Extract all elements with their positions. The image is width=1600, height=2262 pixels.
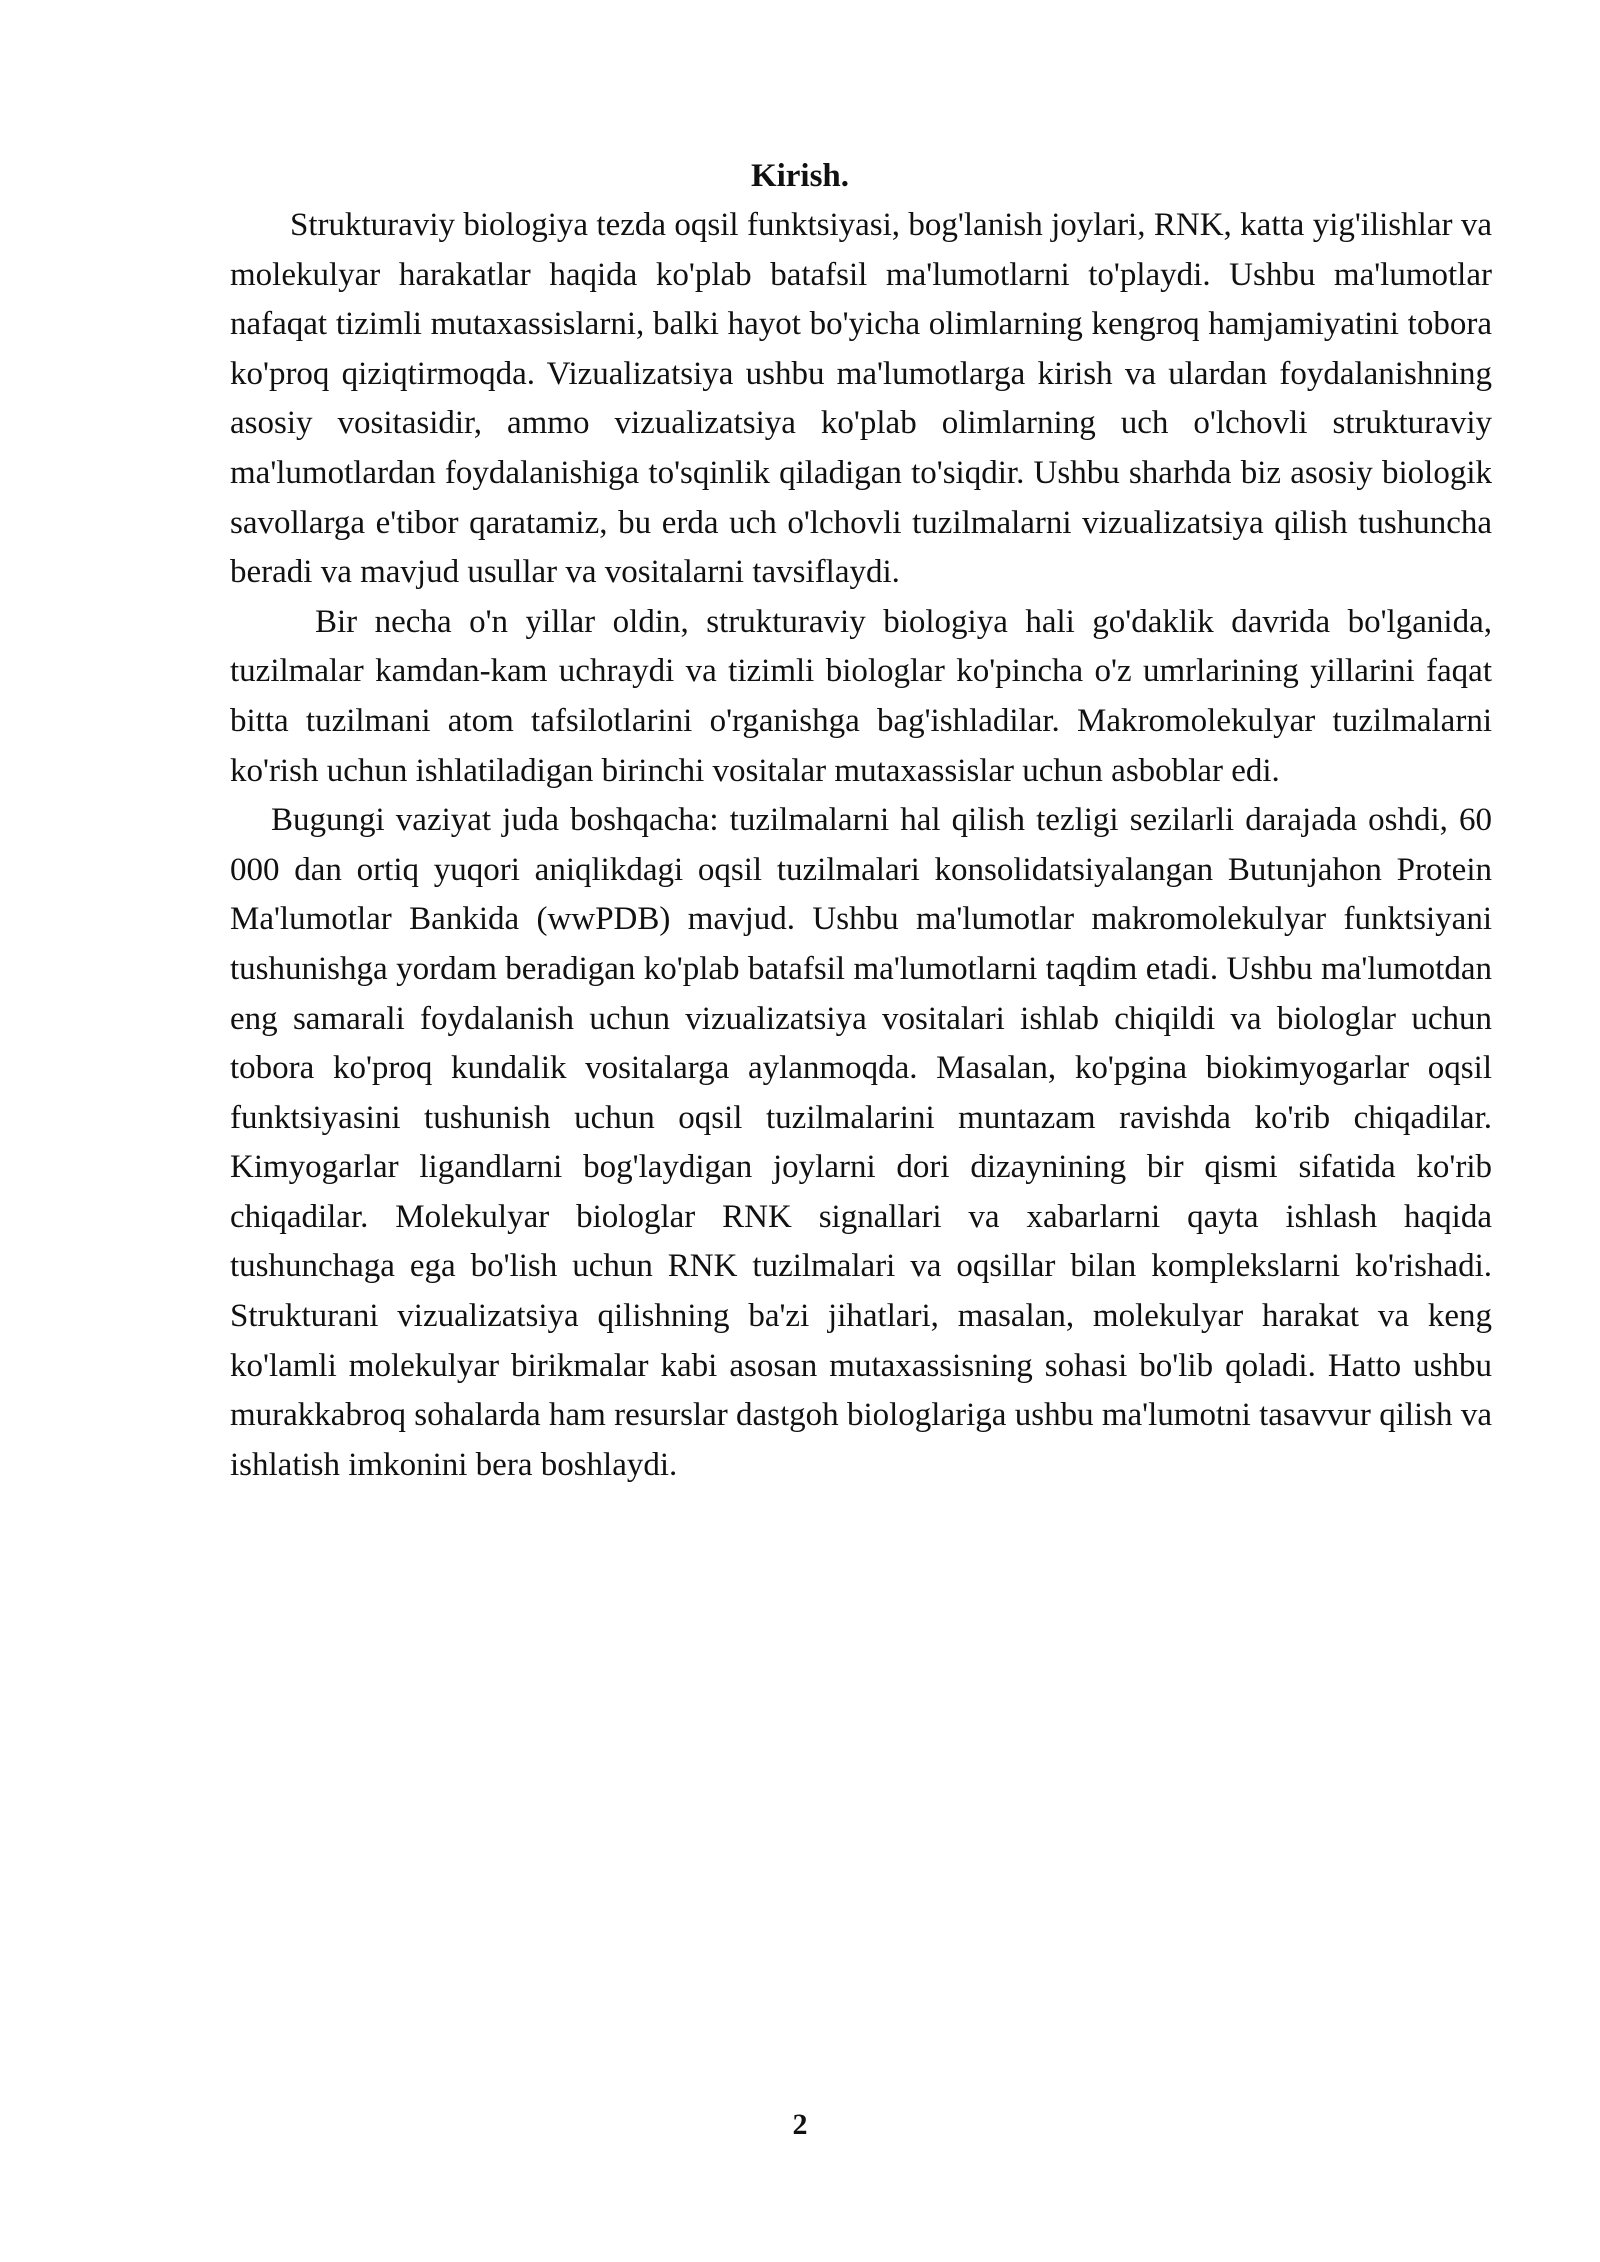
section-title: Kirish. bbox=[750, 158, 850, 194]
paragraph-3: Bugungi vaziyat juda boshqacha: tuzilmalarni hal qilish tezligi sezilarli darajada oshdi, 60 000 dan ortiq yuqori aniqlikdagi oqsil tuzilmalari konsolidatsiyalangan Butunjahon Protein Ma'lumotlar Bankida (wwPDB) mavjud. Ushbu ma'lumotlar makromolekulyar funktsiyani tushunishga yordam beradigan ko'plab batafsil ma'lumotlarni taqdim etadi. Ushbu ma'lumotdan eng samarali foydalanish uchun vizualizatsiya vositalari ishlab chiqildi va biologlar uchun tobora ko'proq kundalik vositalarga aylanmoqda. Masalan, ko'pgina biokimyogarlar oqsil funktsiyasini tushunish uchun oqsil tuzilmalarini muntazam ravishda ko'rib chiqadilar. Kimyogarlar ligandlarni bog'laydigan joylarni dori dizaynining bir qismi sifatida ko'rib chiqadilar. Molekulyar biologlar RNK signallari va xabarlarni qayta ishlash haqida tushunchaga ega bo'lish uchun RNK tuzilmalari va oqsillar bilan komplekslarni ko'rishadi. Strukturani vizualizatsiya qilishning ba'zi jihatlari, masalan, molekulyar harakat va keng ko'lamli molekulyar birikmalar kabi asosan mutaxassisning sohasi bo'lib qoladi. Hatto ushbu murakkabroq sohalarda ham resurslar dastgoh biologlariga ushbu ma'lumotni tasavvur qilish va ishlatish imkonini bera boshlaydi. bbox=[230, 802, 1492, 1483]
paragraph-2: Bir necha o'n yillar oldin, strukturaviy biologiya hali go'daklik davrida bo'lganida, tuzilmalar kamdan-kam uchraydi va tizimli biologlar ko'pincha o'z umrlarining yillarini faqat bitta tuzilmani atom tafsilotlarini o'rganishga bag'ishladilar. Makromolekulyar tuzilmalarni ko'rish uchun ishlatiladigan birinchi vositalar mutaxassislar uchun asboblar edi. bbox=[230, 603, 1492, 789]
paragraph-1: Strukturaviy biologiya tezda oqsil funktsiyasi, bog'lanish joylari, RNK, katta yig'ilishlar va molekulyar harakatlar haqida ko'plab batafsil ma'lumotlarni to'playdi. Ushbu ma'lumotlar nafaqat tizimli mutaxassislarni, balki hayot bo'yicha olimlarning kengroq hamjamiyatini tobora ko'proq qiziqtirmoqda. Vizualizatsiya ushbu ma'lumotlarga kirish va ulardan foydalanishning asosiy vositasidir, ammo vizualizatsiya ko'plab olimlarning uch o'lchovli strukturaviy ma'lumotlardan foydalanishiga to'sqinlik qiladigan to'siqdir. Ushbu sharhda biz asosiy biologik savollarga e'tibor qaratamiz, bu erda uch o'lchovli tuzilmalarni vizualizatsiya qilish tushuncha beradi va mavjud usullar va vositalarni tavsiflaydi. bbox=[230, 207, 1492, 591]
page-number: 2 bbox=[792, 2108, 808, 2141]
body-text bbox=[230, 201, 1492, 1490]
